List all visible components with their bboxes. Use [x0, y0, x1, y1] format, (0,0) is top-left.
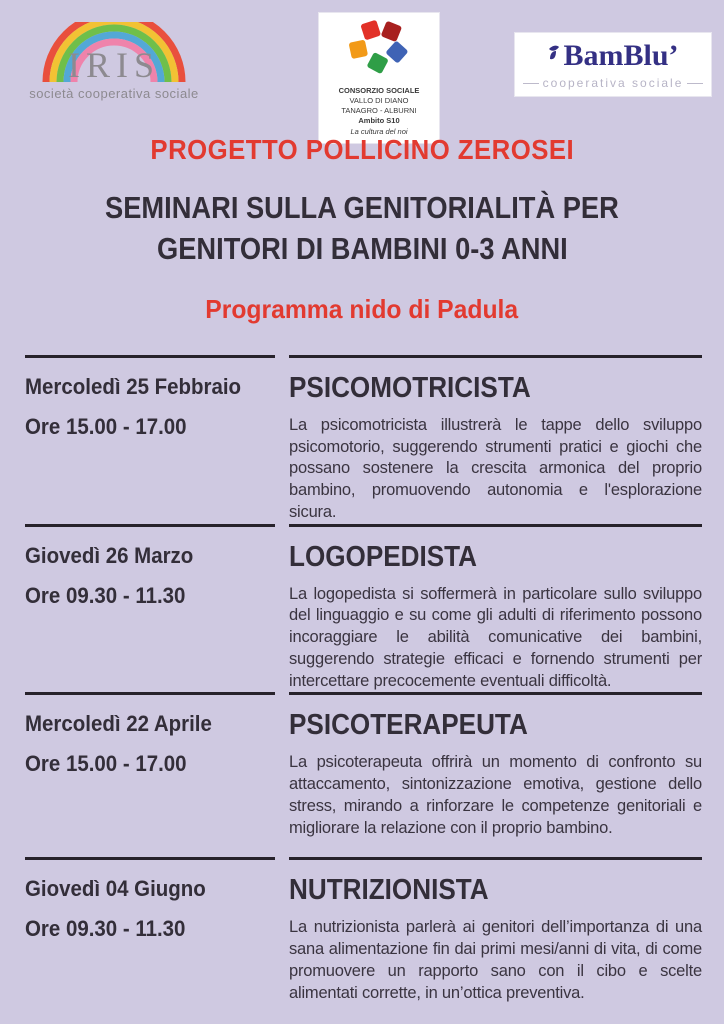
schedule-datetime-cell — [25, 524, 275, 693]
seminar-specialist-title: PSICOMOTRICISTA — [289, 371, 531, 404]
schedule-datetime-cell — [25, 355, 275, 524]
seminar-description: La nutrizionista parlerà ai genitori dell’importanza di una sana alimentazione fin dai primi mesi/anni di vita, di come promuovere un rapporto sano con il cibo e scelte alimentati corrette, in un’ottica preventiva. — [289, 918, 702, 1002]
schedule-row — [25, 355, 702, 524]
consorzio-line1: CONSORZIO SOCIALE — [338, 86, 420, 95]
schedule-detail-cell — [289, 692, 702, 857]
project-title: PROGETTO POLLICINO ZEROSEI — [150, 134, 574, 165]
logo-header — [0, 0, 724, 136]
seminar-date: Giovedì 26 Marzo — [25, 542, 194, 568]
schedule-row — [25, 692, 702, 857]
consorzio-pinwheel-icon — [344, 19, 414, 81]
seminar-specialist-title: NUTRIZIONISTA — [289, 874, 489, 907]
schedule-detail-cell — [289, 524, 702, 693]
seminar-date: Mercoledì 22 Aprile — [25, 711, 212, 737]
bamblu-logo-name: BamBlu’ — [563, 39, 679, 72]
schedule-row — [25, 524, 702, 693]
seminar-description: La psicoterapeuta offrirà un momento di confronto su attaccamento, sintonizzazione emotiva, gestione dello stress, mirando a rinforzare le competenze genitoriali e migliorare la relazione con il proprio bambino. — [289, 753, 702, 837]
iris-logo — [14, 12, 214, 101]
seminar-time: Ore 15.00 - 17.00 — [25, 751, 187, 777]
iris-logo-name: IRIS — [67, 45, 161, 85]
program-subtitle: Programma nido di Padula — [205, 293, 519, 324]
seminar-specialist-title: LOGOPEDISTA — [289, 540, 478, 573]
schedule-row — [25, 857, 702, 1022]
bamblu-logo-subtitle: cooperativa sociale — [542, 76, 684, 90]
seminar-specialist-title: PSICOTERAPEUTA — [289, 709, 528, 742]
bamblu-rule-right — [687, 83, 703, 84]
iris-logo-subtitle: società cooperativa sociale — [29, 86, 199, 101]
seminar-time: Ore 09.30 - 11.30 — [25, 582, 186, 608]
schedule-detail-cell — [289, 857, 702, 1022]
seminar-title-line2: GENITORI DI BAMBINI 0-3 ANNI — [156, 230, 568, 266]
seminar-time: Ore 15.00 - 17.00 — [25, 413, 187, 439]
bamblu-logo — [514, 32, 712, 97]
seminar-title-line1: SEMINARI SULLA GENITORIALITÀ PER — [105, 190, 619, 225]
seminar-description: La logopedista si soffermerà in particolare sullo sviluppo del linguaggio e su come gli adulti di riferimento possono incoraggiare le abilità comunicative dei bambini, suggerendo strategie efficaci e fornendo strumenti per intercettare precocemente eventuali difficoltà. — [289, 584, 702, 690]
seminar-time: Ore 09.30 - 11.30 — [25, 916, 186, 942]
schedule-detail-cell — [289, 355, 702, 524]
consorzio-line5: La cultura del noi — [350, 126, 408, 136]
seminar-schedule — [25, 355, 702, 1023]
consorzio-line3: TANAGRO - ALBURNI — [341, 106, 417, 116]
seminar-date: Giovedì 04 Giugno — [25, 876, 206, 902]
schedule-datetime-cell — [25, 857, 275, 1022]
consorzio-logo — [318, 12, 440, 144]
schedule-datetime-cell — [25, 692, 275, 857]
bamboo-leaf-icon — [547, 43, 561, 69]
seminar-date: Mercoledì 25 Febbraio — [25, 373, 242, 399]
consorzio-line4: Ambito S10 — [358, 116, 400, 126]
bamblu-rule-left — [523, 83, 539, 84]
seminar-description: La psicomotricista illustrerà le tappe dello sviluppo psicomotorio, suggerendo strumenti pratici e giochi che possano sostenere la crescita armonica del proprio bambino, promuovendo autonomia e l'esplorazione sicura. — [289, 415, 702, 521]
consorzio-line2: VALLO DI DIANO — [349, 96, 409, 106]
seminar-title — [0, 188, 724, 270]
